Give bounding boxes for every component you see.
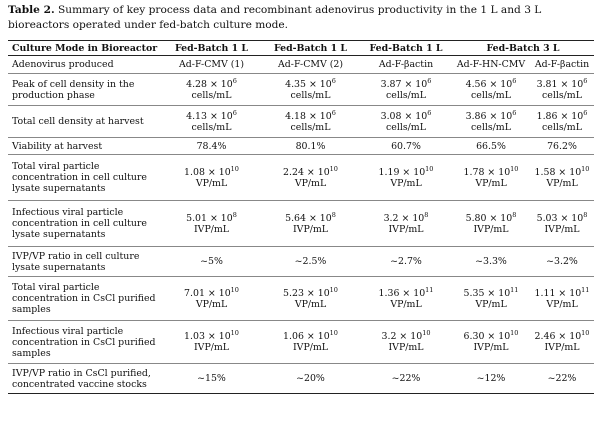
table-row (8, 155, 594, 201)
table-cell (360, 201, 452, 247)
cell-value: $4.35 \times 10^6$ (285, 76, 336, 90)
cell-exponent: 8 (331, 210, 336, 219)
cell-exponent: 11 (510, 285, 519, 294)
cell-value: $1.58 \times 10^{10}$ (534, 164, 590, 178)
cell-value: $3.2 \times 10^{10}$ (381, 329, 431, 342)
table-cell: ~22% (360, 364, 452, 394)
cell-unit: cells/mL (471, 121, 511, 133)
cell-exponent: 8 (512, 210, 517, 219)
table-cell (452, 201, 530, 247)
cell-exponent: 10 (329, 164, 338, 173)
data-table (8, 40, 594, 394)
cell-exponent: 10 (581, 329, 590, 337)
row-label: Viability at harvest (8, 138, 162, 155)
table-cell (530, 74, 594, 106)
caption-text: Summary of key process data and recombinant adenovirus productivity in the 1 L and 3 L bioreactors operated under fed-batch culture mode. (8, 4, 542, 31)
row-label: Infectious viral particle concentration in CsCl purified samples (8, 321, 162, 364)
cell-exponent: 6 (232, 108, 237, 117)
cell-unit: IVP/mL (473, 342, 509, 353)
table-cell (360, 155, 452, 201)
table-cell: ~12% (452, 364, 530, 394)
cell-exponent: 10 (422, 329, 431, 337)
table-cell (452, 321, 530, 364)
cell-value: $4.13 \times 10^6$ (186, 108, 237, 122)
table-cell (452, 74, 530, 106)
cell-unit: VP/mL (294, 177, 327, 189)
table-cell: ~2.5% (261, 247, 360, 277)
cell-unit: VP/mL (390, 177, 422, 189)
cell-exponent: 6 (331, 76, 336, 85)
cell-unit: cells/mL (191, 121, 232, 133)
cell-exponent: 10 (510, 329, 519, 337)
cell-value: $3.08 \times 10^6$ (380, 108, 432, 122)
row-label: Peak of cell density in the production phase (8, 74, 162, 106)
table-cell (360, 74, 452, 106)
row-label: IVP/VP ratio in CsCl purified, concentrated vaccine stocks (8, 364, 162, 394)
table-cell: 78.4% (162, 138, 261, 155)
cell-unit: IVP/mL (388, 342, 424, 353)
cell-exponent: 10 (230, 164, 239, 173)
cell-exponent: 10 (510, 164, 519, 173)
table-cell: Ad-F-βactin (530, 56, 594, 74)
table-cell (162, 277, 261, 321)
cell-unit: VP/mL (294, 298, 327, 310)
cell-unit: IVP/mL (544, 342, 580, 353)
cell-value: $4.56 \times 10^6$ (465, 76, 517, 90)
table-caption (8, 3, 592, 33)
table-cell (360, 277, 452, 321)
table-row (8, 56, 594, 74)
cell-value: $3.81 \times 10^6$ (536, 76, 588, 90)
cell-unit: cells/mL (386, 89, 426, 101)
cell-value: $2.46 \times 10^{10}$ (534, 329, 590, 342)
table-cell (162, 155, 261, 201)
cell-value: $2.24 \times 10^{10}$ (283, 164, 338, 178)
cell-value: $1.86 \times 10^6$ (536, 108, 588, 122)
header-fed-batch-3l: Fed-Batch 3 L (452, 41, 594, 56)
cell-value: $4.28 \times 10^6$ (186, 76, 237, 90)
cell-unit: cells/mL (542, 89, 582, 101)
cell-value: $6.30 \times 10^{10}$ (463, 329, 519, 342)
header-culture-mode: Culture Mode in Bioreactor (8, 41, 162, 56)
table-cell (261, 106, 360, 138)
cell-value: $5.03 \times 10^8$ (536, 210, 588, 224)
header-fed-batch-1l-b: Fed-Batch 1 L (261, 41, 360, 56)
cell-unit: IVP/mL (544, 223, 580, 235)
cell-exponent: 10 (230, 329, 239, 337)
cell-unit: IVP/mL (388, 223, 424, 235)
table-cell: 66.5% (452, 138, 530, 155)
cell-exponent: 6 (512, 76, 517, 85)
caption-label: Table 2. (8, 4, 55, 16)
table-row (8, 321, 594, 364)
table-cell: Ad-F-CMV (2) (261, 56, 360, 74)
cell-unit: IVP/mL (292, 223, 329, 235)
row-label: Adenovirus produced (8, 56, 162, 74)
cell-exponent: 10 (425, 164, 434, 173)
cell-exponent: 6 (583, 108, 588, 117)
cell-exponent: 10 (329, 285, 338, 294)
table-cell (162, 321, 261, 364)
cell-unit: cells/mL (542, 121, 582, 133)
table-row (8, 364, 594, 394)
cell-value: $1.19 \times 10^{10}$ (378, 164, 434, 178)
cell-exponent: 10 (230, 285, 239, 294)
cell-unit: cells/mL (290, 89, 331, 101)
table-cell: ~22% (530, 364, 594, 394)
cell-exponent: 6 (583, 76, 588, 85)
table-row (8, 138, 594, 155)
table-cell (360, 106, 452, 138)
cell-unit: VP/mL (546, 177, 578, 189)
cell-exponent: 8 (232, 210, 237, 219)
cell-exponent: 6 (512, 108, 517, 117)
cell-unit: IVP/mL (292, 342, 329, 353)
cell-unit: VP/mL (390, 298, 422, 310)
cell-unit: IVP/mL (473, 223, 509, 235)
table-cell: 60.7% (360, 138, 452, 155)
table-row (8, 201, 594, 247)
cell-value: $1.08 \times 10^{10}$ (184, 164, 239, 178)
table-cell (162, 201, 261, 247)
table-cell (452, 155, 530, 201)
cell-unit: IVP/mL (193, 223, 230, 235)
row-label: Total viral particle concentration in CsCl purified samples (8, 277, 162, 321)
table-cell: ~3.2% (530, 247, 594, 277)
table-cell (452, 106, 530, 138)
table-row (8, 247, 594, 277)
cell-value: $5.23 \times 10^{10}$ (283, 285, 338, 299)
cell-unit: IVP/mL (193, 342, 230, 353)
header-row (8, 41, 594, 56)
table-cell (261, 321, 360, 364)
table-cell (261, 201, 360, 247)
cell-unit: cells/mL (471, 89, 511, 101)
table-cell (530, 106, 594, 138)
cell-value: $5.35 \times 10^{11}$ (463, 285, 519, 299)
cell-exponent: 11 (425, 285, 434, 294)
cell-value: $4.18 \times 10^6$ (285, 108, 336, 122)
cell-value: $1.11 \times 10^{11}$ (534, 285, 590, 299)
row-label: Total viral particle concentration in cell culture lysate supernatants (8, 155, 162, 201)
table-cell: Ad-F-βactin (360, 56, 452, 74)
cell-value: $3.87 \times 10^6$ (380, 76, 432, 90)
cell-exponent: 6 (232, 76, 237, 85)
cell-value: $1.78 \times 10^{10}$ (463, 164, 519, 178)
cell-unit: VP/mL (475, 177, 507, 189)
cell-value: $5.64 \times 10^8$ (285, 210, 336, 224)
table-cell: ~15% (162, 364, 261, 394)
table-cell (530, 321, 594, 364)
table-cell: 76.2% (530, 138, 594, 155)
cell-value: $1.36 \times 10^{11}$ (378, 285, 434, 299)
cell-value: $1.03 \times 10^{10}$ (184, 329, 239, 342)
cell-value: $5.80 \times 10^8$ (465, 210, 517, 224)
table-cell (162, 74, 261, 106)
row-label: Infectious viral particle concentration in cell culture lysate supernatants (8, 201, 162, 247)
cell-unit: VP/mL (195, 177, 228, 189)
row-label: Total cell density at harvest (8, 106, 162, 138)
header-fed-batch-1l-c: Fed-Batch 1 L (360, 41, 452, 56)
table-row (8, 74, 594, 106)
table-cell (162, 106, 261, 138)
cell-exponent: 6 (427, 108, 432, 117)
cell-exponent: 11 (581, 285, 590, 294)
cell-exponent: 6 (331, 108, 336, 117)
cell-value: $3.2 \times 10^8$ (383, 210, 429, 224)
table-cell (530, 155, 594, 201)
cell-value: $5.01 \times 10^8$ (186, 210, 237, 224)
table-cell (530, 277, 594, 321)
table-cell: Ad-F-HN-CMV (452, 56, 530, 74)
cell-value: $1.06 \times 10^{10}$ (283, 329, 338, 342)
table-cell (261, 74, 360, 106)
table-cell: ~2.7% (360, 247, 452, 277)
row-label: IVP/VP ratio in cell culture lysate supernatants (8, 247, 162, 277)
table-cell (261, 277, 360, 321)
cell-value: $3.86 \times 10^6$ (465, 108, 517, 122)
cell-unit: VP/mL (546, 298, 578, 310)
cell-unit: cells/mL (290, 121, 331, 133)
header-fed-batch-1l-a: Fed-Batch 1 L (162, 41, 261, 56)
cell-unit: cells/mL (386, 121, 426, 133)
cell-exponent: 10 (581, 164, 590, 173)
table-cell (452, 277, 530, 321)
table-cell: ~3.3% (452, 247, 530, 277)
cell-exponent: 8 (424, 210, 429, 219)
cell-unit: VP/mL (475, 298, 507, 310)
table-cell: Ad-F-CMV (1) (162, 56, 261, 74)
cell-value: $7.01 \times 10^{10}$ (184, 285, 239, 299)
table-row (8, 106, 594, 138)
cell-unit: VP/mL (195, 298, 228, 310)
table-cell: 80.1% (261, 138, 360, 155)
table-cell: ~5% (162, 247, 261, 277)
table-row (8, 277, 594, 321)
cell-exponent: 8 (583, 210, 588, 219)
table-cell (360, 321, 452, 364)
table-cell (261, 155, 360, 201)
table-cell: ~20% (261, 364, 360, 394)
table-cell (530, 201, 594, 247)
cell-exponent: 10 (329, 329, 338, 337)
cell-unit: cells/mL (191, 89, 232, 101)
cell-exponent: 6 (427, 76, 432, 85)
